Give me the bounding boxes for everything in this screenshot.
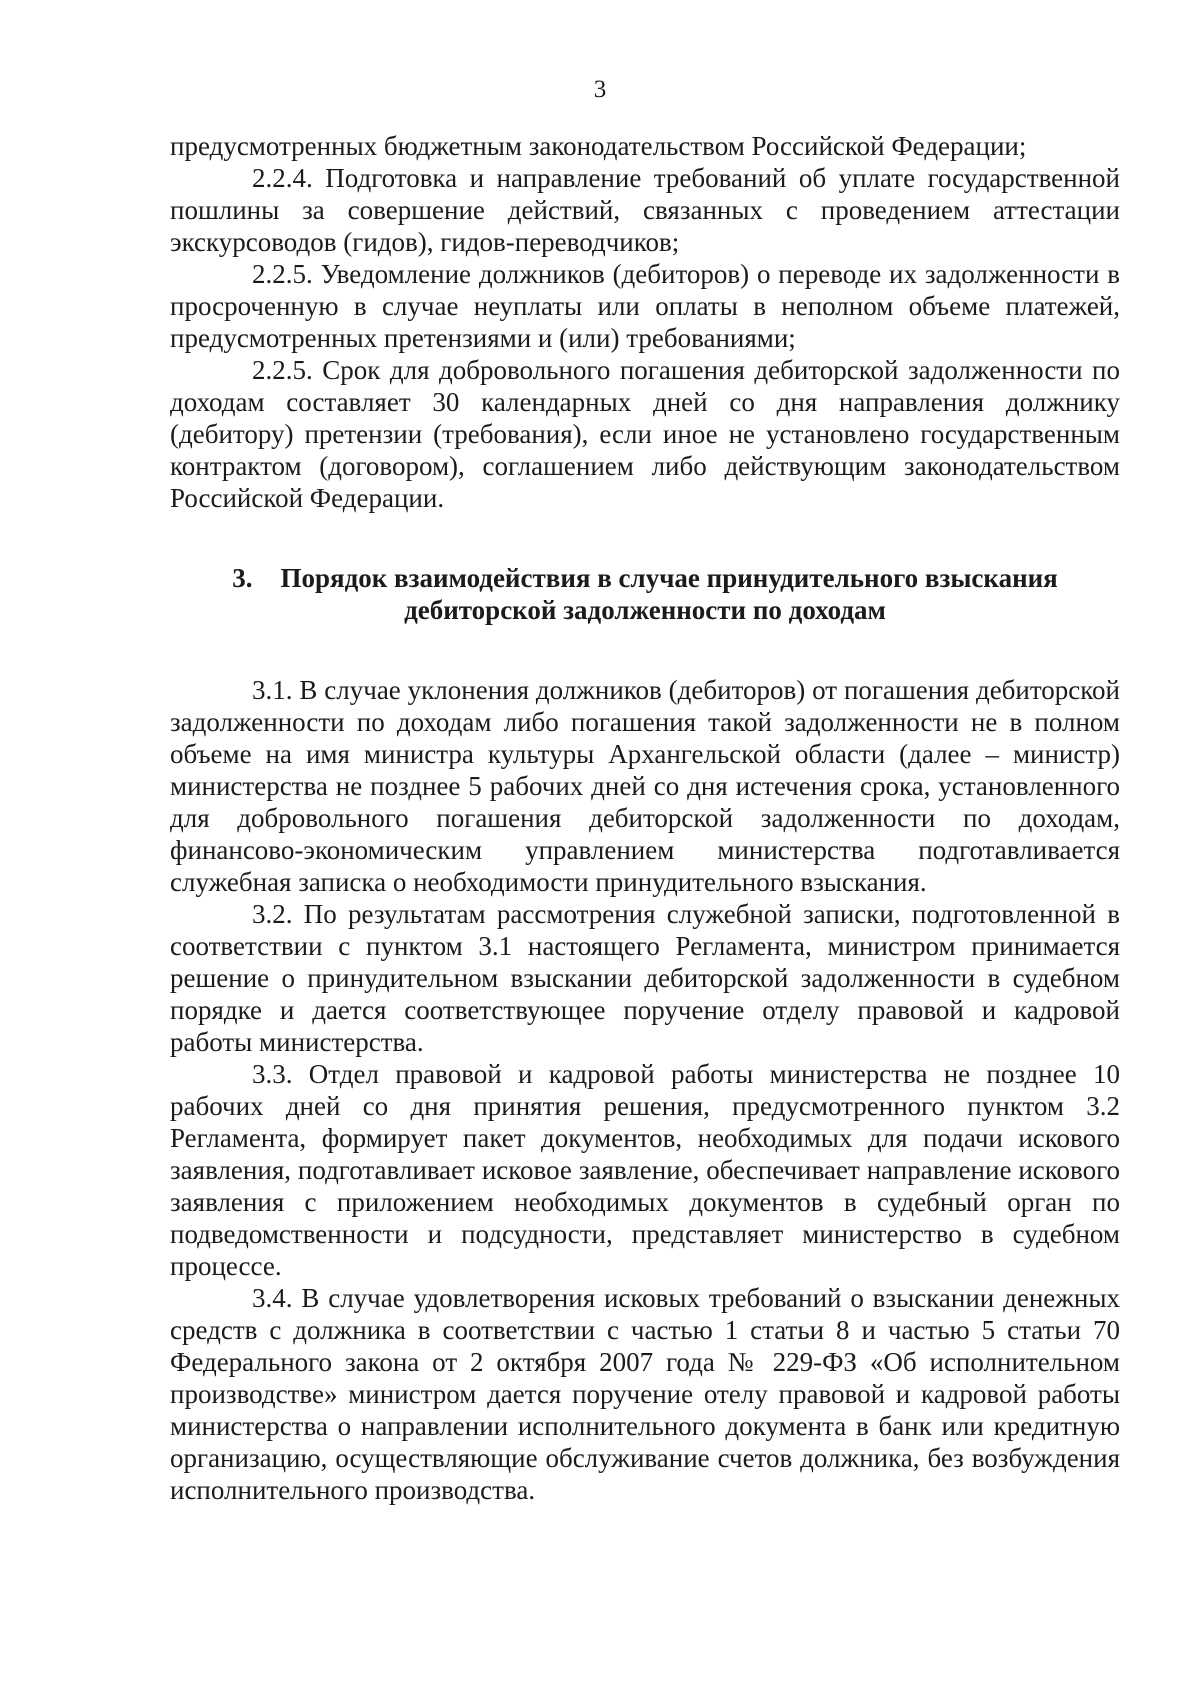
paragraph-3-4: 3.4. В случае удовлетворения исковых требований о взыскании денежных средств с должника в соответствии с частью 1 статьи 8 и частью 5 статьи 70 Федерального закона от 2 октября 2007 года № 229-ФЗ «Об исполнительном производстве» министром дается поручение отелу правовой и кадровой работы министерства о направлении исполнительного документа в банк или кредитную организацию, осуществляющие обслуживание счетов должника, без возбуждения исполнительного производства. <box>170 1283 1120 1505</box>
section-3-heading <box>170 562 1120 626</box>
section-3-title-part-2: дебиторской задолженности по доходам <box>404 595 886 625</box>
paragraph-3-1: 3.1. В случае уклонения должников (дебиторов) от погашения дебиторской задолженности по доходам либо погашения такой задолженности не в полном объеме на имя министра культуры Архангельской области (далее – министр) министерства не позднее 5 рабочих дней со дня истечения срока, установленного для добровольного погашения дебиторской задолженности по доходам, финансово-экономическим управлением министерства подготавливается служебная записка о необходимости принудительного взыскания. <box>170 675 1120 897</box>
paragraph-3-2: 3.2. По результатам рассмотрения служебной записки, подготовленной в соответствии с пунктом 3.1 настоящего Регламента, министром принимается решение о принудительном взыскании дебиторской задолженности в судебном порядке и дается соответствующее поручение отделу правовой и кадровой работы министерства. <box>170 899 1120 1057</box>
paragraph-continuation: предусмотренных бюджетным законодательством Российской Федерации; <box>170 131 1027 161</box>
paragraph-2-2-5-notice: 2.2.5. Уведомление должников (дебиторов) о переводе их задолженности в просроченную в случае неуплаты или оплаты в неполном объеме платежей, предусмотренных претензиями и (или) требованиями; <box>170 259 1120 353</box>
paragraph-2-2-5-term: 2.2.5. Срок для добровольного погашения дебиторской задолженности по доходам составляет 30 календарных дней со дня направления должнику (дебитору) претензии (требования), если иное не установлено государственным контрактом (договором), соглашением либо действующим законодательством Российской Федерации. <box>170 355 1120 513</box>
paragraph-2-2-4: 2.2.4. Подготовка и направление требований об уплате государственной пошлины за совершение действий, связанных с проведением аттестации экскурсоводов (гидов), гидов-переводчиков; <box>170 163 1120 257</box>
section-3-heading-line-1 <box>170 562 1120 594</box>
paragraph-3-3: 3.3. Отдел правовой и кадровой работы министерства не позднее 10 рабочих дней со дня принятия решения, предусмотренного пунктом 3.2 Регламента, формирует пакет документов, необходимых для подачи искового заявления, подготавливает исковое заявление, обеспечивает направление искового заявления с приложением необходимых документов в судебный орган по подведомственности и подсудности, представляет министерство в судебном процессе. <box>170 1059 1120 1281</box>
page-number: 3 <box>593 76 607 103</box>
section-3-title-part-1: Порядок взаимодействия в случае принудительного взыскания <box>280 563 1058 593</box>
section-3-number: 3. <box>232 563 253 593</box>
document-body <box>170 130 1120 1506</box>
